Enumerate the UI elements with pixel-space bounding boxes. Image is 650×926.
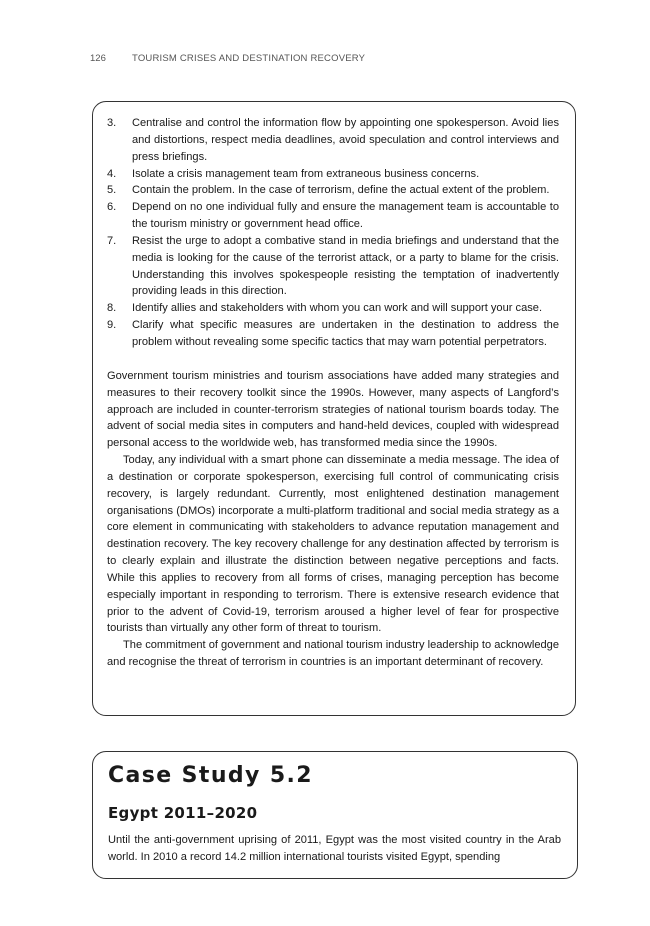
list-item-text: Centralise and control the information flow by appointing one spokesperson. Avoid lies and distortions, respect media deadlines, avoid speculation and control interviews and press briefings.	[132, 117, 559, 163]
list-item-number: 4.	[107, 167, 117, 180]
case-study-subtitle: Egypt 2011–2020	[108, 804, 258, 822]
body-paragraph: Today, any individual with a smart phone can disseminate a media message. The idea of a destination or corporate spokesperson, exercising full control of communicating crisis recovery, is largely redundant. Currently, most enlightened destination management organisations (DMOs) incorporate a multi-platform traditional and social media strategy as a core element in communicating with stakeholders to advance reputation management and destination recovery. The key recovery challenge for any destination affected by terrorism is to clearly explain and illustrate the distinction between negative perceptions and facts. While this applies to recovery from all forms of crises, managing perception has become especially important in responding to terrorism. There is extensive research evidence that prior to the advent of Covid-19, terrorism aroused a higher level of fear for prospective tourists than virtually any other form of threat to tourism.	[107, 454, 559, 635]
case-study-title: Case Study 5.2	[108, 763, 314, 788]
running-title: TOURISM CRISES AND DESTINATION RECOVERY	[132, 53, 366, 64]
case-study-body: Until the anti-government uprising of 2011, Egypt was the most visited country in the Arab world. In 2010 a record 14.2 million international tourists visited Egypt, spending	[108, 834, 561, 863]
list-item	[107, 115, 559, 166]
content-box-body	[107, 115, 559, 671]
recommendations-list	[107, 115, 559, 351]
list-item-number: 5.	[107, 184, 117, 197]
list-item	[107, 300, 559, 317]
list-item-text: Contain the problem. In the case of terrorism, define the actual extent of the problem.	[132, 184, 550, 197]
list-item-number: 9.	[107, 319, 117, 332]
list-item-text: Resist the urge to adopt a combative stand in media briefings and understand that the media is looking for the cause of the terrorist attack, or a party to blame for the crisis. Understanding this involves spokespeople resisting the temptation of inadvertently providing leads in this direction.	[132, 234, 559, 298]
list-item-text: Isolate a crisis management team from extraneous business concerns.	[132, 167, 480, 180]
page-number: 126	[90, 53, 106, 64]
list-item	[107, 233, 559, 300]
body-paragraph: Government tourism ministries and tourism associations have added many strategies and measures to their recovery toolkit since the 1990s. However, many aspects of Langford’s approach are included in counter-terrorism strategies of national tourism boards today. The advent of social media sites in computers and hand-held devices, coupled with widespread personal access to the worldwide web, has transformed media since the 1990s.	[107, 369, 559, 450]
list-item-text: Depend on no one individual fully and ensure the management team is accountable to the tourism ministry or government head office.	[132, 201, 559, 231]
list-item	[107, 182, 559, 199]
list-item-number: 6.	[107, 201, 117, 214]
list-item-text: Identify allies and stakeholders with whom you can work and will support your case.	[132, 302, 543, 315]
list-item-text: Clarify what specific measures are undertaken in the destination to address the problem without revealing some specific tactics that may warn potential perpetrators.	[132, 319, 559, 348]
list-item	[107, 166, 559, 183]
body-paragraph: The commitment of government and national tourism industry leadership to acknowledge and recognise the threat of terrorism in countries is an important determinant of recovery.	[107, 639, 559, 669]
list-item	[107, 199, 559, 233]
list-item-number: 7.	[107, 234, 117, 247]
list-item	[107, 317, 559, 351]
list-item-number: 8.	[107, 302, 117, 315]
list-item-number: 3.	[107, 117, 117, 129]
